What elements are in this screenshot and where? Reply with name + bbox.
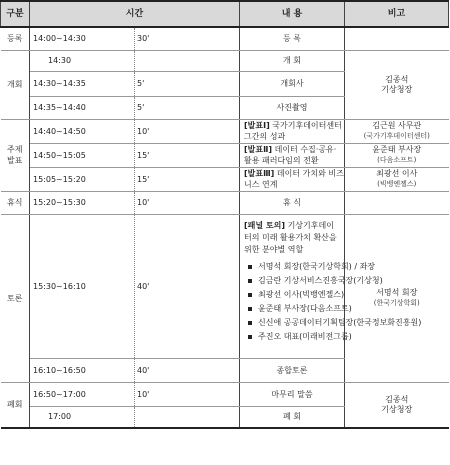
- time-cell: 14:40~14:50: [30, 119, 135, 143]
- duration-cell: 10': [135, 191, 240, 214]
- duration-cell: [135, 50, 240, 71]
- list-item: 주진오 대표(미래비전그룹): [248, 330, 340, 344]
- content-cell: 종합토론: [240, 358, 345, 382]
- content-cell: 사진촬영: [240, 96, 345, 119]
- note-name: 김종석: [385, 74, 409, 84]
- list-item: 윤준태 부사장(다음소프트): [248, 302, 340, 316]
- content-cell: [240, 143, 345, 167]
- header-row: [1, 1, 449, 27]
- panel-member-list: [244, 260, 422, 344]
- time-cell: 15:05~15:20: [30, 167, 135, 191]
- time-cell: 14:35~14:40: [30, 96, 135, 119]
- category-cell: 등록: [1, 27, 30, 50]
- presentation-tag: [발표Ⅲ]: [244, 169, 275, 178]
- time-cell: 16:50~17:00: [30, 382, 135, 406]
- duration-cell: 30': [135, 27, 240, 50]
- note-cell: [345, 167, 449, 191]
- note-cell: [345, 50, 449, 119]
- note-cell: [345, 27, 449, 50]
- time-cell: 15:20~15:30: [30, 191, 135, 214]
- time-cell: 14:50~15:05: [30, 143, 135, 167]
- note-cell: [345, 143, 449, 167]
- note-org: (한국기상학회): [373, 298, 420, 307]
- list-item: 서명석 회장(한국기상학회) / 좌장: [248, 260, 340, 274]
- panel-topic: 기상기후데이터의 미래 활용가치 확산을 위한 분야별 역할: [244, 220, 337, 254]
- content-cell: 개회사: [240, 71, 345, 96]
- duration-cell: 40': [135, 358, 240, 382]
- note-cell: [345, 119, 449, 143]
- panel-title: [244, 220, 340, 256]
- category-cell: [1, 119, 30, 191]
- list-item: 신신애 공공데이터기획팀장(한국정보화진흥원): [248, 316, 340, 330]
- category-cell: 개회: [1, 50, 30, 119]
- content-cell: 폐 회: [240, 406, 345, 428]
- note-name: 김근원 사무관: [372, 120, 422, 130]
- time-cell: 17:00: [30, 406, 135, 428]
- time-cell: 14:00~14:30: [30, 27, 135, 50]
- panel-tag: [패널 토의]: [244, 220, 286, 230]
- note-cell: [345, 191, 449, 214]
- duration-cell: 10': [135, 382, 240, 406]
- note-title: 기상청장: [381, 404, 413, 414]
- note-org: (국가기후데이터센터): [363, 131, 430, 140]
- presentation-tag: [발표Ⅱ]: [244, 145, 273, 154]
- note-org: (다음소프트): [377, 155, 417, 164]
- table-row: [1, 214, 449, 358]
- content-cell: 마무리 말씀: [240, 382, 345, 406]
- category-cell: 폐회: [1, 382, 30, 428]
- content-cell: 등 록: [240, 27, 345, 50]
- note-name: 서명석 회장: [376, 287, 418, 297]
- duration-cell: 5': [135, 96, 240, 119]
- duration-cell: 5': [135, 71, 240, 96]
- duration-cell: 10': [135, 119, 240, 143]
- note-name: 최광선 이사: [376, 168, 418, 178]
- header-time: 시간: [30, 1, 240, 27]
- note-cell: [345, 382, 449, 428]
- time-cell: 14:30~14:35: [30, 71, 135, 96]
- header-content: 내 용: [240, 1, 345, 27]
- content-cell: 개 회: [240, 50, 345, 71]
- content-cell: [240, 119, 345, 143]
- note-org: (빅뱅엔젤스): [377, 179, 417, 188]
- header-note: 비고: [345, 1, 449, 27]
- category-label: 주제 발표: [7, 145, 23, 165]
- category-cell: 토론: [1, 214, 30, 382]
- panel-content-cell: [240, 214, 422, 358]
- content-cell: [240, 167, 345, 191]
- duration-cell: [135, 406, 240, 428]
- duration-cell: 15': [135, 167, 240, 191]
- list-item: 김금란 기상서비스진흥국장(기상청): [248, 274, 340, 288]
- table-row: [1, 167, 449, 191]
- duration-cell: 15': [135, 143, 240, 167]
- table-row: [1, 119, 449, 143]
- time-cell: 14:30: [30, 50, 135, 71]
- presentation-title: 데이터 수집·공유·활용 패러다임의 전환: [244, 145, 337, 165]
- duration-cell: 40': [135, 214, 240, 358]
- table-row: [1, 191, 449, 214]
- table-row: [1, 50, 449, 71]
- presentation-tag: [발표Ⅰ]: [244, 121, 270, 130]
- presentation-title: 데이터 가치와 비즈니스 연계: [244, 169, 344, 189]
- note-name: 윤준태 부사장: [372, 144, 422, 154]
- time-cell: 15:30~16:10: [30, 214, 135, 358]
- table-row: [1, 143, 449, 167]
- note-cell: [345, 214, 449, 382]
- time-cell: 16:10~16:50: [30, 358, 135, 382]
- table-row: [1, 382, 449, 406]
- category-cell: 휴식: [1, 191, 30, 214]
- note-title: 기상청장: [381, 84, 413, 94]
- content-cell: 휴 식: [240, 191, 345, 214]
- table-row: [1, 27, 449, 50]
- presentation-title: 국가기후데이터센터 그간의 성과: [244, 121, 342, 141]
- note-name: 김종석: [385, 394, 409, 404]
- list-item: 최광선 이사(빅뱅엔젤스): [248, 288, 340, 302]
- header-category: 구분: [1, 1, 30, 27]
